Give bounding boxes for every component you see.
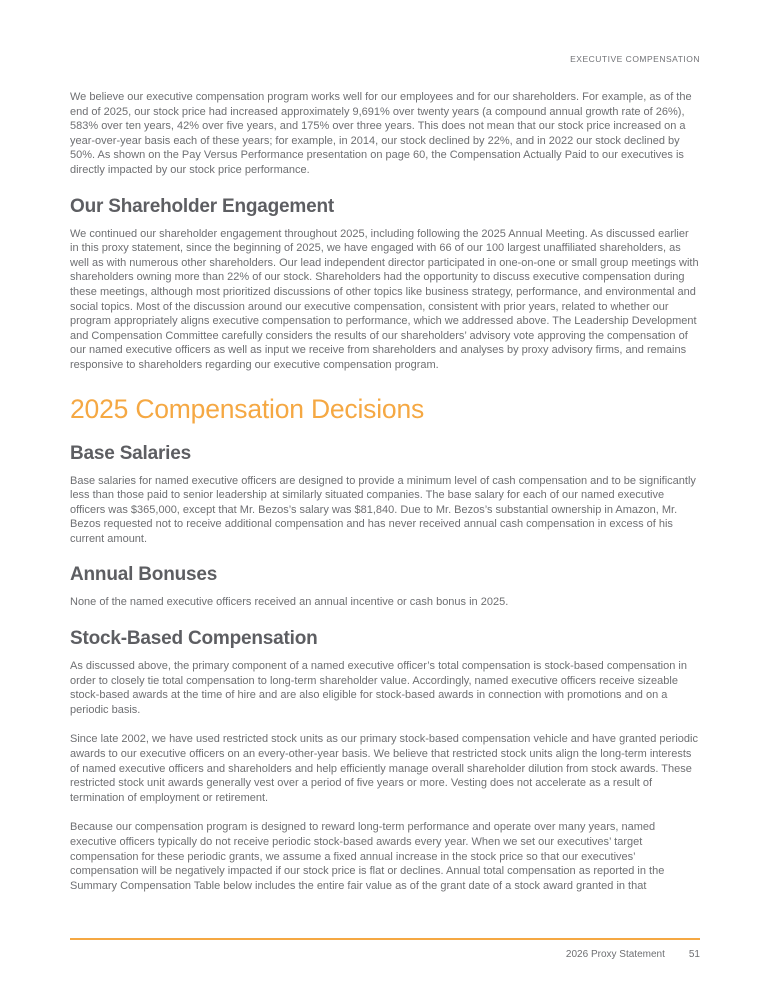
footer-page-number: 51	[688, 949, 700, 960]
stock-based-compensation-paragraph-3: Because our compensation program is designed to reward long-term performance and operate over many years, named executive officers typically do not receive periodic stock-based awards every year. When we set our executives’ target compensation for these periodic grants, we assume a fixed annual increase in the stock price so that our executives’ compensation will be negatively impacted if our stock price is flat or declines. Annual total compensation as reported in the Summary Compensation Table below includes the entire fair value as of the grant date of a stock award granted in that	[70, 821, 665, 892]
heading-compensation-decisions: 2025 Compensation Decisions	[70, 393, 425, 424]
page-content	[0, 64, 768, 893]
annual-bonuses-paragraph: None of the named executive officers received an annual incentive or cash bonus in 2025.	[70, 596, 509, 609]
page-footer	[70, 938, 700, 960]
heading-base-salaries: Base Salaries	[70, 442, 191, 464]
shareholder-engagement-paragraph: We continued our shareholder engagement throughout 2025, including following the 2025 Annual Meeting. As discussed earlier in this proxy statement, since the beginning of 2025, we have engaged with 66 of our 100 largest unaffiliated shareholders, as well as with numerous other shareholders. Our lead independent director participated in one-on-one or small group meetings with shareholders owning more than 22% of our stock. Shareholders had the opportunity to discuss executive compensation during these meetings, although most prioritized discussions of other topics like business strategy, performance, and environmental and social topics. Most of the discussion around our executive compensation, consistent with prior years, related to whether our program appropriately aligns executive compensation to performance, which we addressed above. The Leadership Development and Compensation Committee carefully considers the results of our shareholders’ advisory vote approving the compensation of our named executive officers as well as input we receive from shareholders and analyses by proxy advisory firms, and remains responsive to shareholders regarding our executive compensation program.	[70, 227, 699, 371]
footer-text	[70, 949, 700, 960]
stock-based-compensation-paragraph-2: Since late 2002, we have used restricted stock units as our primary stock-based compensation vehicle and have granted periodic awards to our executive officers on an every-other-year basis. We believe that restricted stock units align the long-term interests of named executive officers and shareholders and help efficiently manage overall shareholder dilution from stock awards. These restricted stock unit awards generally vest over a period of five years or more. Vesting does not accelerate as a result of termination of employment or retirement.	[70, 733, 698, 804]
stock-based-compensation-paragraph-1: As discussed above, the primary component of a named executive officer’s total compensation is stock-based compensation in order to closely tie total compensation to long-term shareholder value. Accordingly, named executive officers receive sizeable stock-based awards at the time of hire and are also eligible for stock-based awards in connection with promotions and on a periodic basis.	[70, 660, 687, 716]
heading-annual-bonuses: Annual Bonuses	[70, 564, 218, 586]
base-salaries-paragraph: Base salaries for named executive officers are designed to provide a minimum level of cash compensation and to be significantly less than those paid to senior leadership at similarly situated companies. The base salary for each of our named executive officers was $365,000, except that Mr. Bezos’s salary was $81,840. Due to Mr. Bezos’s substantial ownership in Amazon, Mr. Bezos requested not to receive additional compensation and has never received annual cash compensation in excess of his current amount.	[70, 474, 696, 545]
running-header-label: EXECUTIVE COMPENSATION	[570, 54, 700, 64]
running-header	[0, 0, 768, 64]
heading-stock-based-compensation: Stock-Based Compensation	[70, 628, 318, 650]
heading-shareholder-engagement: Our Shareholder Engagement	[70, 195, 335, 217]
footer-doc-title: 2026 Proxy Statement	[565, 949, 665, 960]
footer-rule	[70, 938, 700, 940]
intro-paragraph: We believe our executive compensation program works well for our employees and for our shareholders. For example, as of the end of 2025, our stock price had increased approximately 9,691% over twenty years (a compound annual growth rate of 26%), 583% over ten years, 42% over five years, and 175% over three years. This does not mean that our stock price increased on a year-over-year basis each of these years; for example, in 2014, our stock declined by 22%, and in 2022 our stock declined by 50%. As shown on the Pay Versus Performance presentation on page 60, the Compensation Actually Paid to our executives is directly impacted by our stock price performance.	[70, 91, 692, 176]
